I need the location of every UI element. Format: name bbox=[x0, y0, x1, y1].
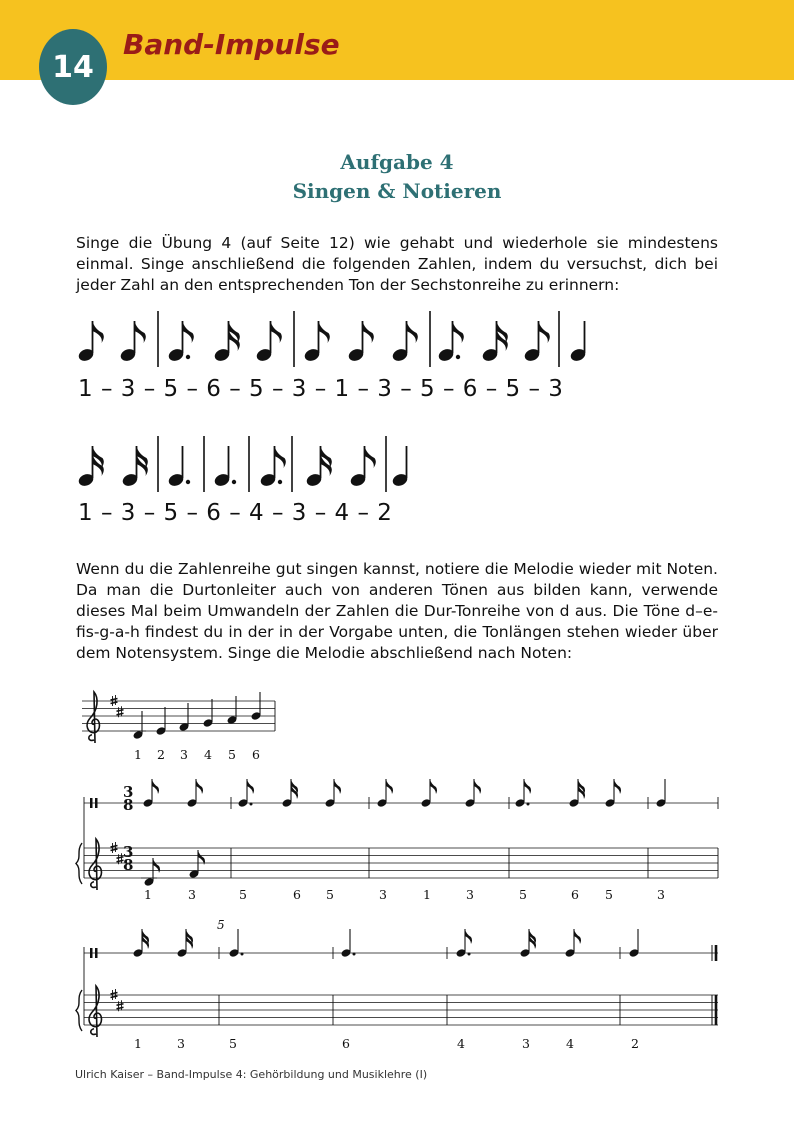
brace-icon bbox=[76, 990, 82, 1031]
system1-number-9: 5 bbox=[519, 887, 527, 902]
system1-number-12: 3 bbox=[657, 887, 665, 902]
intro-paragraph: Singe die Übung 4 (auf Seite 12) wie gehabt und wiederhole sie mindestens einmal. Singe anschließend die folgenden Zahlen, indem du versuchst, dich bei jeder Zahl an den entsprechenden Ton der Sechstonreihe zu erinnern: bbox=[76, 234, 718, 294]
system1-number-3: 5 bbox=[239, 887, 247, 902]
task-subtitle: Singen & Notieren bbox=[292, 179, 502, 203]
note-e bbox=[142, 779, 159, 808]
note-q bbox=[178, 703, 189, 732]
note-s bbox=[132, 929, 149, 958]
note-s bbox=[281, 779, 298, 808]
sharp-icon bbox=[111, 842, 118, 853]
note-q bbox=[655, 779, 666, 808]
note-q bbox=[250, 692, 261, 721]
sharp-icon bbox=[111, 695, 118, 706]
note-e bbox=[188, 850, 205, 879]
time-signature-staff: 3 8 bbox=[123, 843, 134, 874]
note-e bbox=[464, 779, 481, 808]
treble-clef-icon bbox=[87, 692, 99, 743]
system2-number-6: 3 bbox=[522, 1036, 530, 1051]
staff bbox=[84, 995, 718, 1025]
note-e bbox=[604, 779, 621, 808]
system2-number-7: 4 bbox=[566, 1036, 574, 1051]
note-e bbox=[420, 779, 437, 808]
note-dq bbox=[228, 929, 243, 958]
note-s bbox=[519, 929, 536, 958]
staff bbox=[84, 843, 718, 878]
scale-degree-5: 5 bbox=[228, 747, 236, 762]
system1-number-1: 1 bbox=[144, 887, 152, 902]
note-e bbox=[141, 858, 160, 887]
treble-clef-icon bbox=[89, 839, 101, 890]
system1-number-7: 1 bbox=[423, 887, 431, 902]
note-de bbox=[514, 779, 531, 808]
note-q bbox=[130, 711, 146, 740]
system1-number-10: 6 bbox=[571, 887, 579, 902]
note-q bbox=[155, 707, 166, 736]
system2-number-1: 1 bbox=[134, 1036, 142, 1051]
system1-number-5: 5 bbox=[326, 887, 334, 902]
system1-number-4: 6 bbox=[293, 887, 301, 902]
system2-number-8: 2 bbox=[631, 1036, 639, 1051]
note-e bbox=[186, 779, 203, 808]
staff bbox=[82, 701, 275, 731]
sharp-icon bbox=[111, 989, 118, 1000]
note-e bbox=[324, 779, 341, 808]
note-e bbox=[376, 779, 393, 808]
note-de bbox=[455, 929, 472, 958]
footer-credit: Ulrich Kaiser – Band-Impulse 4: Gehörbildung und Musiklehre (I) bbox=[75, 1068, 428, 1081]
note-dq bbox=[340, 929, 355, 958]
system1-number-2: 3 bbox=[188, 887, 196, 902]
note-q bbox=[628, 929, 639, 958]
number-row-2: 1 – 3 – 5 – 6 – 4 – 3 – 4 – 2 bbox=[78, 500, 393, 526]
task-title: Aufgabe 4 bbox=[340, 150, 454, 174]
treble-clef-icon bbox=[89, 986, 101, 1037]
scale-degree-2: 2 bbox=[157, 747, 165, 762]
system1-number-8: 3 bbox=[466, 887, 474, 902]
instruction-paragraph: Wenn du die Zahlenreihe gut singen kannst, notiere die Melodie wieder mit Noten. Da man die Durtonleiter auch von anderen Tönen aus bilden kann, verwende dieses Mal beim Umwandeln der Zahlen die Dur-Tonreihe von d aus. Die Töne d–e-fis-g-a-h findest du in der in der Vorgabe unten, die Tonlängen stehen wieder über dem Notensystem. Singe die Melodie abschließend nach Noten: bbox=[76, 560, 718, 662]
note-q bbox=[202, 699, 213, 728]
measure-number: 5 bbox=[217, 918, 225, 932]
scale-degree-6: 6 bbox=[252, 747, 260, 762]
system2-number-4: 6 bbox=[342, 1036, 350, 1051]
system1-number-11: 5 bbox=[605, 887, 613, 902]
book-title: Band-Impulse bbox=[123, 28, 340, 61]
system2-number-2: 3 bbox=[177, 1036, 185, 1051]
scale-degree-4: 4 bbox=[204, 747, 212, 762]
chapter-badge: 14 bbox=[39, 29, 107, 105]
number-row-1: 1 – 3 – 5 – 6 – 5 – 3 – 1 – 3 – 5 – 6 – 5 – 3 bbox=[78, 376, 564, 402]
scale-degree-3: 3 bbox=[180, 747, 188, 762]
note-s bbox=[176, 929, 193, 958]
brace-icon bbox=[76, 843, 82, 884]
system2-number-3: 5 bbox=[229, 1036, 237, 1051]
note-e bbox=[564, 929, 581, 958]
system1-number-6: 3 bbox=[379, 887, 387, 902]
note-s bbox=[568, 779, 585, 808]
note-de bbox=[237, 779, 254, 808]
scale-degree-1: 1 bbox=[134, 747, 142, 762]
note-q bbox=[226, 696, 237, 725]
system2-number-5: 4 bbox=[457, 1036, 465, 1051]
time-signature-rhythm: 3 8 bbox=[123, 783, 134, 814]
